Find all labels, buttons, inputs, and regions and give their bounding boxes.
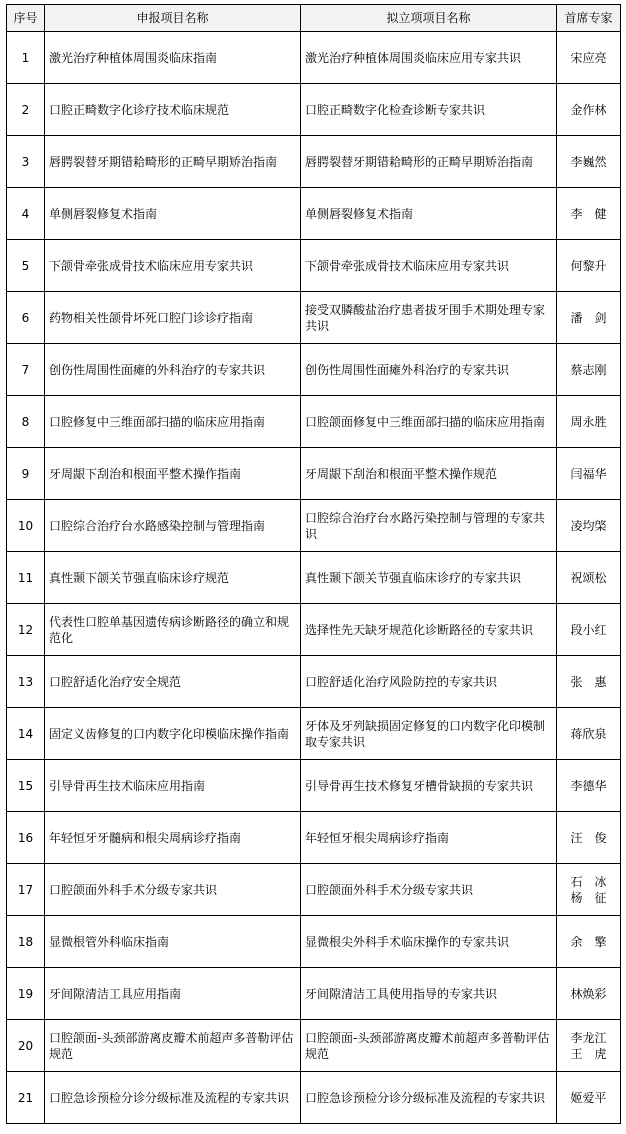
chief-expert: 姬爱平	[570, 1090, 607, 1105]
chief-expert-cell	[557, 916, 621, 968]
table-row	[7, 500, 621, 552]
chief-expert-cell	[557, 84, 621, 136]
declared-project-name: 口腔修复中三维面部扫描的临床应用指南	[45, 396, 301, 448]
table-row	[7, 656, 621, 708]
chief-expert-cell	[557, 760, 621, 812]
chief-expert-cell	[557, 396, 621, 448]
chief-expert-cell	[557, 968, 621, 1020]
chief-expert-cell	[557, 188, 621, 240]
proposed-project-name: 口腔综合治疗台水路污染控制与管理的专家共识	[301, 500, 557, 552]
declared-project-name: 口腔综合治疗台水路感染控制与管理指南	[45, 500, 301, 552]
proposed-project-name: 真性颞下颌关节强直临床诊疗的专家共识	[301, 552, 557, 604]
chief-expert-cell	[557, 708, 621, 760]
declared-project-name: 口腔正畸数字化诊疗技术临床规范	[45, 84, 301, 136]
chief-expert: 李德华	[570, 778, 607, 793]
proposed-project-name: 创伤性周围性面瘫外科治疗的专家共识	[301, 344, 557, 396]
row-number: 21	[7, 1072, 45, 1124]
chief-expert: 王 虎	[570, 1046, 607, 1061]
table-row	[7, 240, 621, 292]
chief-expert: 余 擎	[570, 934, 607, 949]
row-number: 12	[7, 604, 45, 656]
proposed-project-name: 接受双膦酸盐治疗患者拔牙围手术期处理专家共识	[301, 292, 557, 344]
row-number: 5	[7, 240, 45, 292]
chief-expert: 周永胜	[570, 414, 607, 429]
proposed-project-name: 口腔颌面-头颈部游离皮瓣术前超声多普勒评估规范	[301, 1020, 557, 1072]
declared-project-name: 引导骨再生技术临床应用指南	[45, 760, 301, 812]
table-row	[7, 968, 621, 1020]
proposed-project-name: 激光治疗种植体周围炎临床应用专家共识	[301, 32, 557, 84]
chief-expert: 宋应亮	[570, 50, 607, 65]
declared-project-name: 牙间隙清洁工具应用指南	[45, 968, 301, 1020]
proposed-project-name: 牙体及牙列缺损固定修复的口内数字化印模制取专家共识	[301, 708, 557, 760]
row-number: 15	[7, 760, 45, 812]
table-row	[7, 552, 621, 604]
proposed-project-name: 单侧唇裂修复术指南	[301, 188, 557, 240]
chief-expert: 李巍然	[570, 154, 607, 169]
declared-project-name: 真性颞下颌关节强直临床诊疗规范	[45, 552, 301, 604]
chief-expert: 祝颂松	[570, 570, 607, 585]
table-body	[7, 32, 621, 1124]
table-row	[7, 1020, 621, 1072]
row-number: 9	[7, 448, 45, 500]
table-row	[7, 760, 621, 812]
proposed-project-name: 年轻恒牙根尖周病诊疗指南	[301, 812, 557, 864]
declared-project-name: 口腔急诊预检分诊分级标准及流程的专家共识	[45, 1072, 301, 1124]
chief-expert: 汪 俊	[570, 830, 607, 845]
declared-project-name: 唇腭裂替牙期错耠畸形的正畸早期矫治指南	[45, 136, 301, 188]
chief-expert: 李 健	[570, 206, 607, 221]
proposed-project-name: 唇腭裂替牙期错耠畸形的正畸早期矫治指南	[301, 136, 557, 188]
declared-project-name: 牙周龈下刮治和根面平整术操作指南	[45, 448, 301, 500]
row-number: 1	[7, 32, 45, 84]
chief-expert-cell	[557, 344, 621, 396]
row-number: 17	[7, 864, 45, 916]
proposed-project-name: 口腔颌面修复中三维面部扫描的临床应用指南	[301, 396, 557, 448]
proposed-project-name: 引导骨再生技术修复牙槽骨缺损的专家共识	[301, 760, 557, 812]
row-number: 11	[7, 552, 45, 604]
header-no: 序号	[7, 5, 45, 32]
table-row	[7, 188, 621, 240]
proposed-project-name: 口腔舒适化治疗风险防控的专家共识	[301, 656, 557, 708]
declared-project-name: 口腔颌面外科手术分级专家共识	[45, 864, 301, 916]
row-number: 13	[7, 656, 45, 708]
table-row	[7, 812, 621, 864]
table-row	[7, 916, 621, 968]
chief-expert: 张 惠	[570, 674, 607, 689]
chief-expert-cell	[557, 864, 621, 916]
declared-project-name: 口腔舒适化治疗安全规范	[45, 656, 301, 708]
declared-project-name: 口腔颌面-头颈部游离皮瓣术前超声多普勒评估规范	[45, 1020, 301, 1072]
chief-expert-cell	[557, 136, 621, 188]
row-number: 14	[7, 708, 45, 760]
row-number: 4	[7, 188, 45, 240]
row-number: 18	[7, 916, 45, 968]
chief-expert: 闫福华	[570, 466, 607, 481]
declared-project-name: 年轻恒牙牙髓病和根尖周病诊疗指南	[45, 812, 301, 864]
proposed-project-name: 牙间隙清洁工具使用指导的专家共识	[301, 968, 557, 1020]
chief-expert-cell	[557, 32, 621, 84]
row-number: 3	[7, 136, 45, 188]
chief-expert: 段小红	[570, 622, 607, 637]
table-row	[7, 136, 621, 188]
row-number: 6	[7, 292, 45, 344]
chief-expert: 李龙江	[570, 1030, 607, 1045]
row-number: 8	[7, 396, 45, 448]
table-row	[7, 396, 621, 448]
table-row	[7, 84, 621, 136]
chief-expert: 何黎升	[570, 258, 607, 273]
chief-expert-cell	[557, 1020, 621, 1072]
header-proposed-name: 拟立项项目名称	[301, 5, 557, 32]
chief-expert: 石 冰	[570, 874, 607, 889]
declared-project-name: 创伤性周围性面瘫的外科治疗的专家共识	[45, 344, 301, 396]
row-number: 7	[7, 344, 45, 396]
row-number: 16	[7, 812, 45, 864]
row-number: 2	[7, 84, 45, 136]
proposed-project-name: 选择性先天缺牙规范化诊断路径的专家共识	[301, 604, 557, 656]
chief-expert: 林焕彩	[570, 986, 607, 1001]
project-table	[6, 4, 621, 1124]
table-row	[7, 604, 621, 656]
chief-expert: 蒋欣泉	[570, 726, 607, 741]
chief-expert-cell	[557, 552, 621, 604]
declared-project-name: 固定义齿修复的口内数字化印模临床操作指南	[45, 708, 301, 760]
proposed-project-name: 口腔急诊预检分诊分级标准及流程的专家共识	[301, 1072, 557, 1124]
table-row	[7, 708, 621, 760]
row-number: 20	[7, 1020, 45, 1072]
declared-project-name: 激光治疗种植体周围炎临床指南	[45, 32, 301, 84]
chief-expert: 凌均棨	[570, 518, 607, 533]
table-row	[7, 292, 621, 344]
header-declared-name: 申报项目名称	[45, 5, 301, 32]
chief-expert-cell	[557, 292, 621, 344]
table-row	[7, 32, 621, 84]
declared-project-name: 代表性口腔单基因遗传病诊断路径的确立和规范化	[45, 604, 301, 656]
proposed-project-name: 牙周龈下刮治和根面平整术操作规范	[301, 448, 557, 500]
table-row	[7, 448, 621, 500]
chief-expert-cell	[557, 604, 621, 656]
proposed-project-name: 下颌骨牵张成骨技术临床应用专家共识	[301, 240, 557, 292]
proposed-project-name: 口腔正畸数字化检查诊断专家共识	[301, 84, 557, 136]
proposed-project-name: 显微根尖外科手术临床操作的专家共识	[301, 916, 557, 968]
chief-expert: 蔡志刚	[570, 362, 607, 377]
chief-expert-cell	[557, 500, 621, 552]
chief-expert: 杨 征	[570, 890, 607, 905]
declared-project-name: 下颌骨牵张成骨技术临床应用专家共识	[45, 240, 301, 292]
chief-expert-cell	[557, 448, 621, 500]
proposed-project-name: 口腔颌面外科手术分级专家共识	[301, 864, 557, 916]
declared-project-name: 显微根管外科临床指南	[45, 916, 301, 968]
chief-expert-cell	[557, 1072, 621, 1124]
chief-expert-cell	[557, 656, 621, 708]
chief-expert: 金作林	[570, 102, 607, 117]
header-row	[7, 5, 621, 32]
header-chief-expert: 首席专家	[557, 5, 621, 32]
table-row	[7, 1072, 621, 1124]
declared-project-name: 药物相关性颌骨坏死口腔门诊诊疗指南	[45, 292, 301, 344]
chief-expert-cell	[557, 812, 621, 864]
declared-project-name: 单侧唇裂修复术指南	[45, 188, 301, 240]
chief-expert-cell	[557, 240, 621, 292]
row-number: 10	[7, 500, 45, 552]
table-row	[7, 864, 621, 916]
row-number: 19	[7, 968, 45, 1020]
chief-expert: 潘 剑	[570, 310, 607, 325]
table-row	[7, 344, 621, 396]
